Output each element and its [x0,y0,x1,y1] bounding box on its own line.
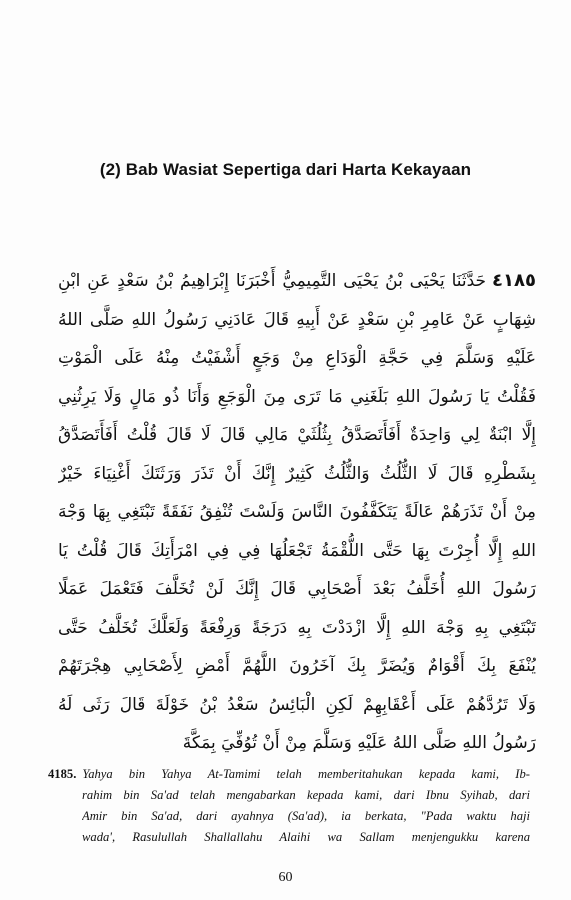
arabic-line-10: تَبْتَغِي بِهِ وَجْهَ اللهِ إِلَّا ازْدَدْتَ بِهِ دَرَجَةً وَرِفْعَةً وَلَعَلَّكَ تُخَلَّفُ حَتَّى [58,617,536,638]
arabic-line-12: وَلَا تَرُدَّهُمْ عَلَى أَعْقَابِهِمْ لَكِنِ الْبَائِسُ سَعْدُ بْنُ خَوْلَةَ قَالَ رَثَى لَهُ [58,694,536,715]
hadith-number-arabic: ٤١٨٥ [492,270,536,291]
arabic-line-13: رَسُولُ اللهِ صَلَّى اللهُ عَلَيْهِ وَسَلَّمَ مِنْ أَنْ تُوُفِّيَ بِمَكَّةَ [182,733,536,753]
translation-paragraph [48,764,530,848]
arabic-line-4: فَقُلْتُ يَا رَسُولَ اللهِ بَلَغَنِي مَا تَرَى مِنَ الْوَجَعِ وَأَنَا ذُو مَالٍ وَلَا يَرِثُنِي [58,386,536,407]
arabic-line-text: حَدَّثَنَا يَحْيَى بْنُ يَحْيَى التَّمِيمِيُّ أَخْبَرَنَا إِبْرَاهِيمُ بْنُ سَعْدٍ عَنِ ابْنِ [58,271,487,291]
arabic-line-3: عَلَيْهِ وَسَلَّمَ فِي حَجَّةِ الْوَدَاعِ مِنْ وَجَعٍ أَشْفَيْتُ مِنْهُ عَلَى الْمَوْتِ [58,348,536,368]
translation-line-text: Amir bin Sa'ad, dari ayahnya (Sa'ad), ia berkata, "Pada waktu haji [82,809,530,823]
translation-line-text: rahim bin Sa'ad telah mengabarkan kepada kami, dari Ibnu Syihab, dari [82,788,530,802]
arabic-line-6: بِشَطْرِهِ قَالَ لَا الثُّلُثُ وَالثُّلُثُ كَثِيرٌ إِنَّكَ أَنْ تَذَرَ وَرَثَتَكَ أَغْنِيَاءَ خَيْرٌ [58,463,536,484]
arabic-line-2: شِهَابٍ عَنْ عَامِرِ بْنِ سَعْدٍ عَنْ أَبِيهِ قَالَ عَادَنِي رَسُولُ اللهِ صَلَّى اللهُ [58,309,536,330]
translation-line-2 [48,785,530,806]
arabic-line-7: مِنْ أَنْ تَذَرَهُمْ عَالَةً يَتَكَفَّفُونَ النَّاسَ وَلَسْتَ تُنْفِقُ نَفَقَةً تَبْتَغِي بِهَا وَجْهَ [58,502,536,522]
translation-line-text: Yahya bin Yahya At-Tamimi telah memberitahukan kepada kami, Ib- [82,767,530,781]
arabic-line-1 [58,262,536,301]
translation-line-text: wada', Rasulullah Shallallahu Alaihi wa Sallam menjengukku karena [82,830,530,844]
arabic-line-8: اللهِ إِلَّا أُجِرْتَ بِهَا حَتَّى اللُّقْمَةُ تَجْعَلُهَا فِي فِي امْرَأَتِكَ قَالَ قُلْتُ يَا [58,540,536,561]
arabic-line-5: إِلَّا ابْنَةٌ لِي وَاحِدَةٌ أَفَأَتَصَدَّقُ بِثُلُثَيْ مَالِي قَالَ لَا قَالَ قُلْتُ أَفَأَتَصَدَّقُ [58,425,536,445]
page-number: 60 [278,870,293,885]
arabic-line-11: يُنْفَعَ بِكَ أَقْوَامٌ وَيُضَرَّ بِكَ آخَرُونَ اللَّهُمَّ أَمْضِ لِأَصْحَابِي هِجْرَتَهُمْ [58,656,536,676]
translation-line-4 [48,827,530,848]
translation-line-3 [48,806,530,827]
chapter-title: (2) Bab Wasiat Sepertiga dari Harta Kekayaan [99,160,472,179]
translation-hadith-number: 4185. [48,767,77,781]
translation-line-1 [48,764,530,785]
arabic-line-9: رَسُولَ اللهِ أُخَلَّفُ بَعْدَ أَصْحَابِي قَالَ إِنَّكَ لَنْ تُخَلَّفَ فَتَعْمَلَ عَمَلًا [58,579,536,599]
arabic-hadith-text [58,262,536,763]
